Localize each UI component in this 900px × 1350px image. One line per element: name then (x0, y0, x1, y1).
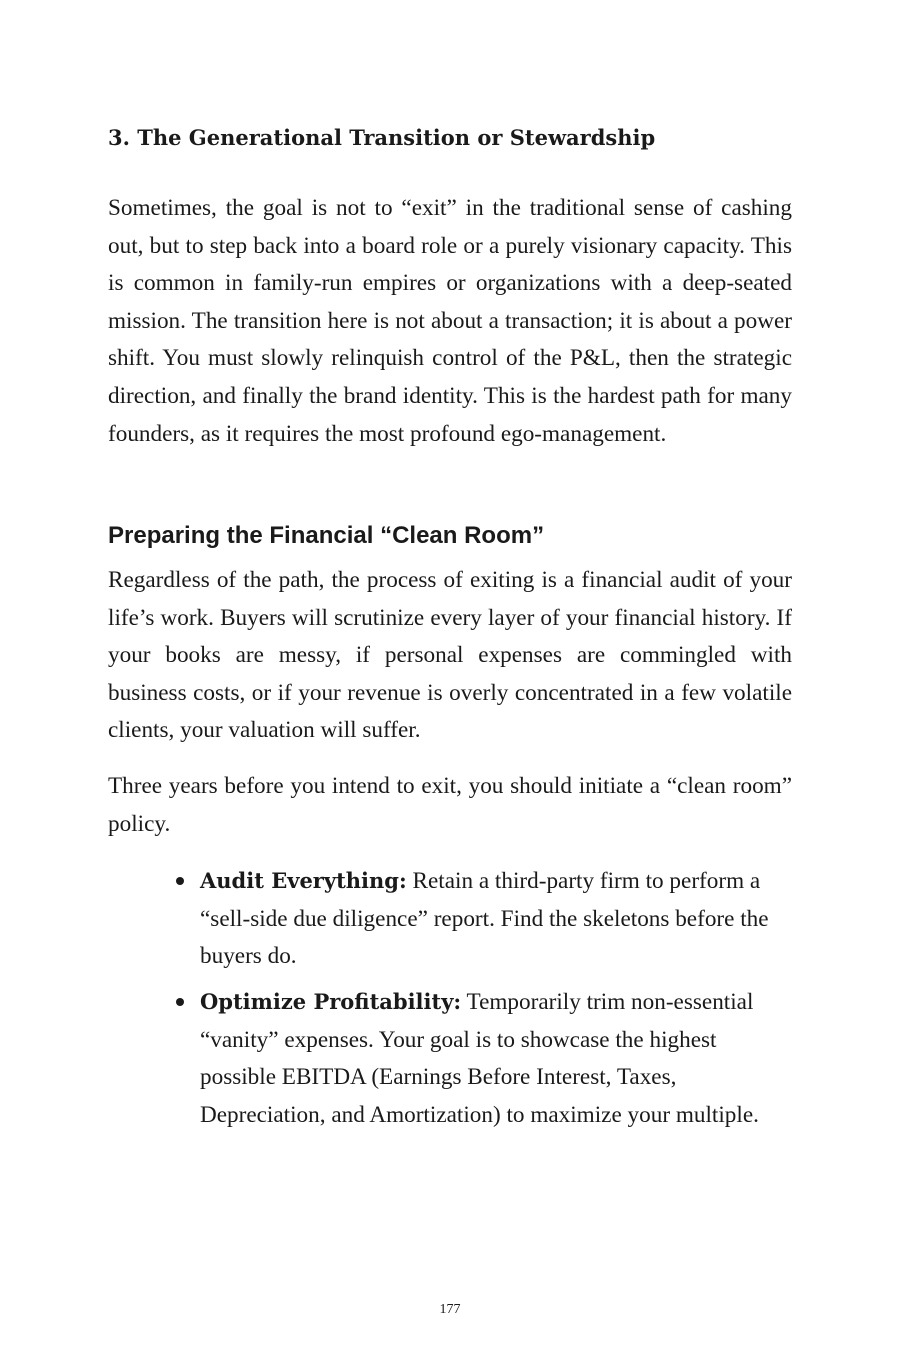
section-paragraph: Sometimes, the goal is not to “exit” in the traditional sense of cashing out, but to step back into a board role or a purely visionary capacity. This is common in family-run empires or organizations with a deep-seated mission. The transition here is not about a transaction; it is about a power shift. You must slowly relinquish control of the P&L, then the strategic direction, and finally the brand identity. This is the hardest path for many founders, as it requires the most profound ego-management. (108, 195, 792, 447)
list-item (200, 983, 792, 1134)
page-number: 177 (439, 1302, 461, 1317)
list-item (200, 862, 792, 976)
bullet-text: Retain a third-party firm to perform a “sell-side due diligence” report. Find the skeletons before the buyers do. (200, 868, 769, 970)
bullet-label: Audit Everything: (200, 868, 407, 893)
section-title: 3. The Generational Transition or Stewardship (108, 125, 656, 150)
bullet-label: Optimize Profitability: (200, 989, 462, 1014)
subsection-paragraph-2: Three years before you intend to exit, you should initiate a “clean room” policy. (108, 773, 792, 837)
subsection-paragraph-1: Regardless of the path, the process of exiting is a financial audit of your life’s work. Buyers will scrutinize every layer of your financial history. If your books are messy, if personal expenses are commingled with business costs, or if your revenue is overly concentrated in a few volatile clients, your valuation will suffer. (108, 567, 792, 744)
subsection-heading: Preparing the Financial “Clean Room” (108, 522, 545, 549)
bullet-icon (176, 998, 184, 1006)
bullet-icon (176, 877, 184, 885)
bullet-text: Temporarily trim non-essential “vanity” expenses. Your goal is to showcase the highest possible EBITDA (Earnings Before Interest, Taxes, Depreciation, and Amortization) to maximize your multiple. (200, 989, 759, 1128)
